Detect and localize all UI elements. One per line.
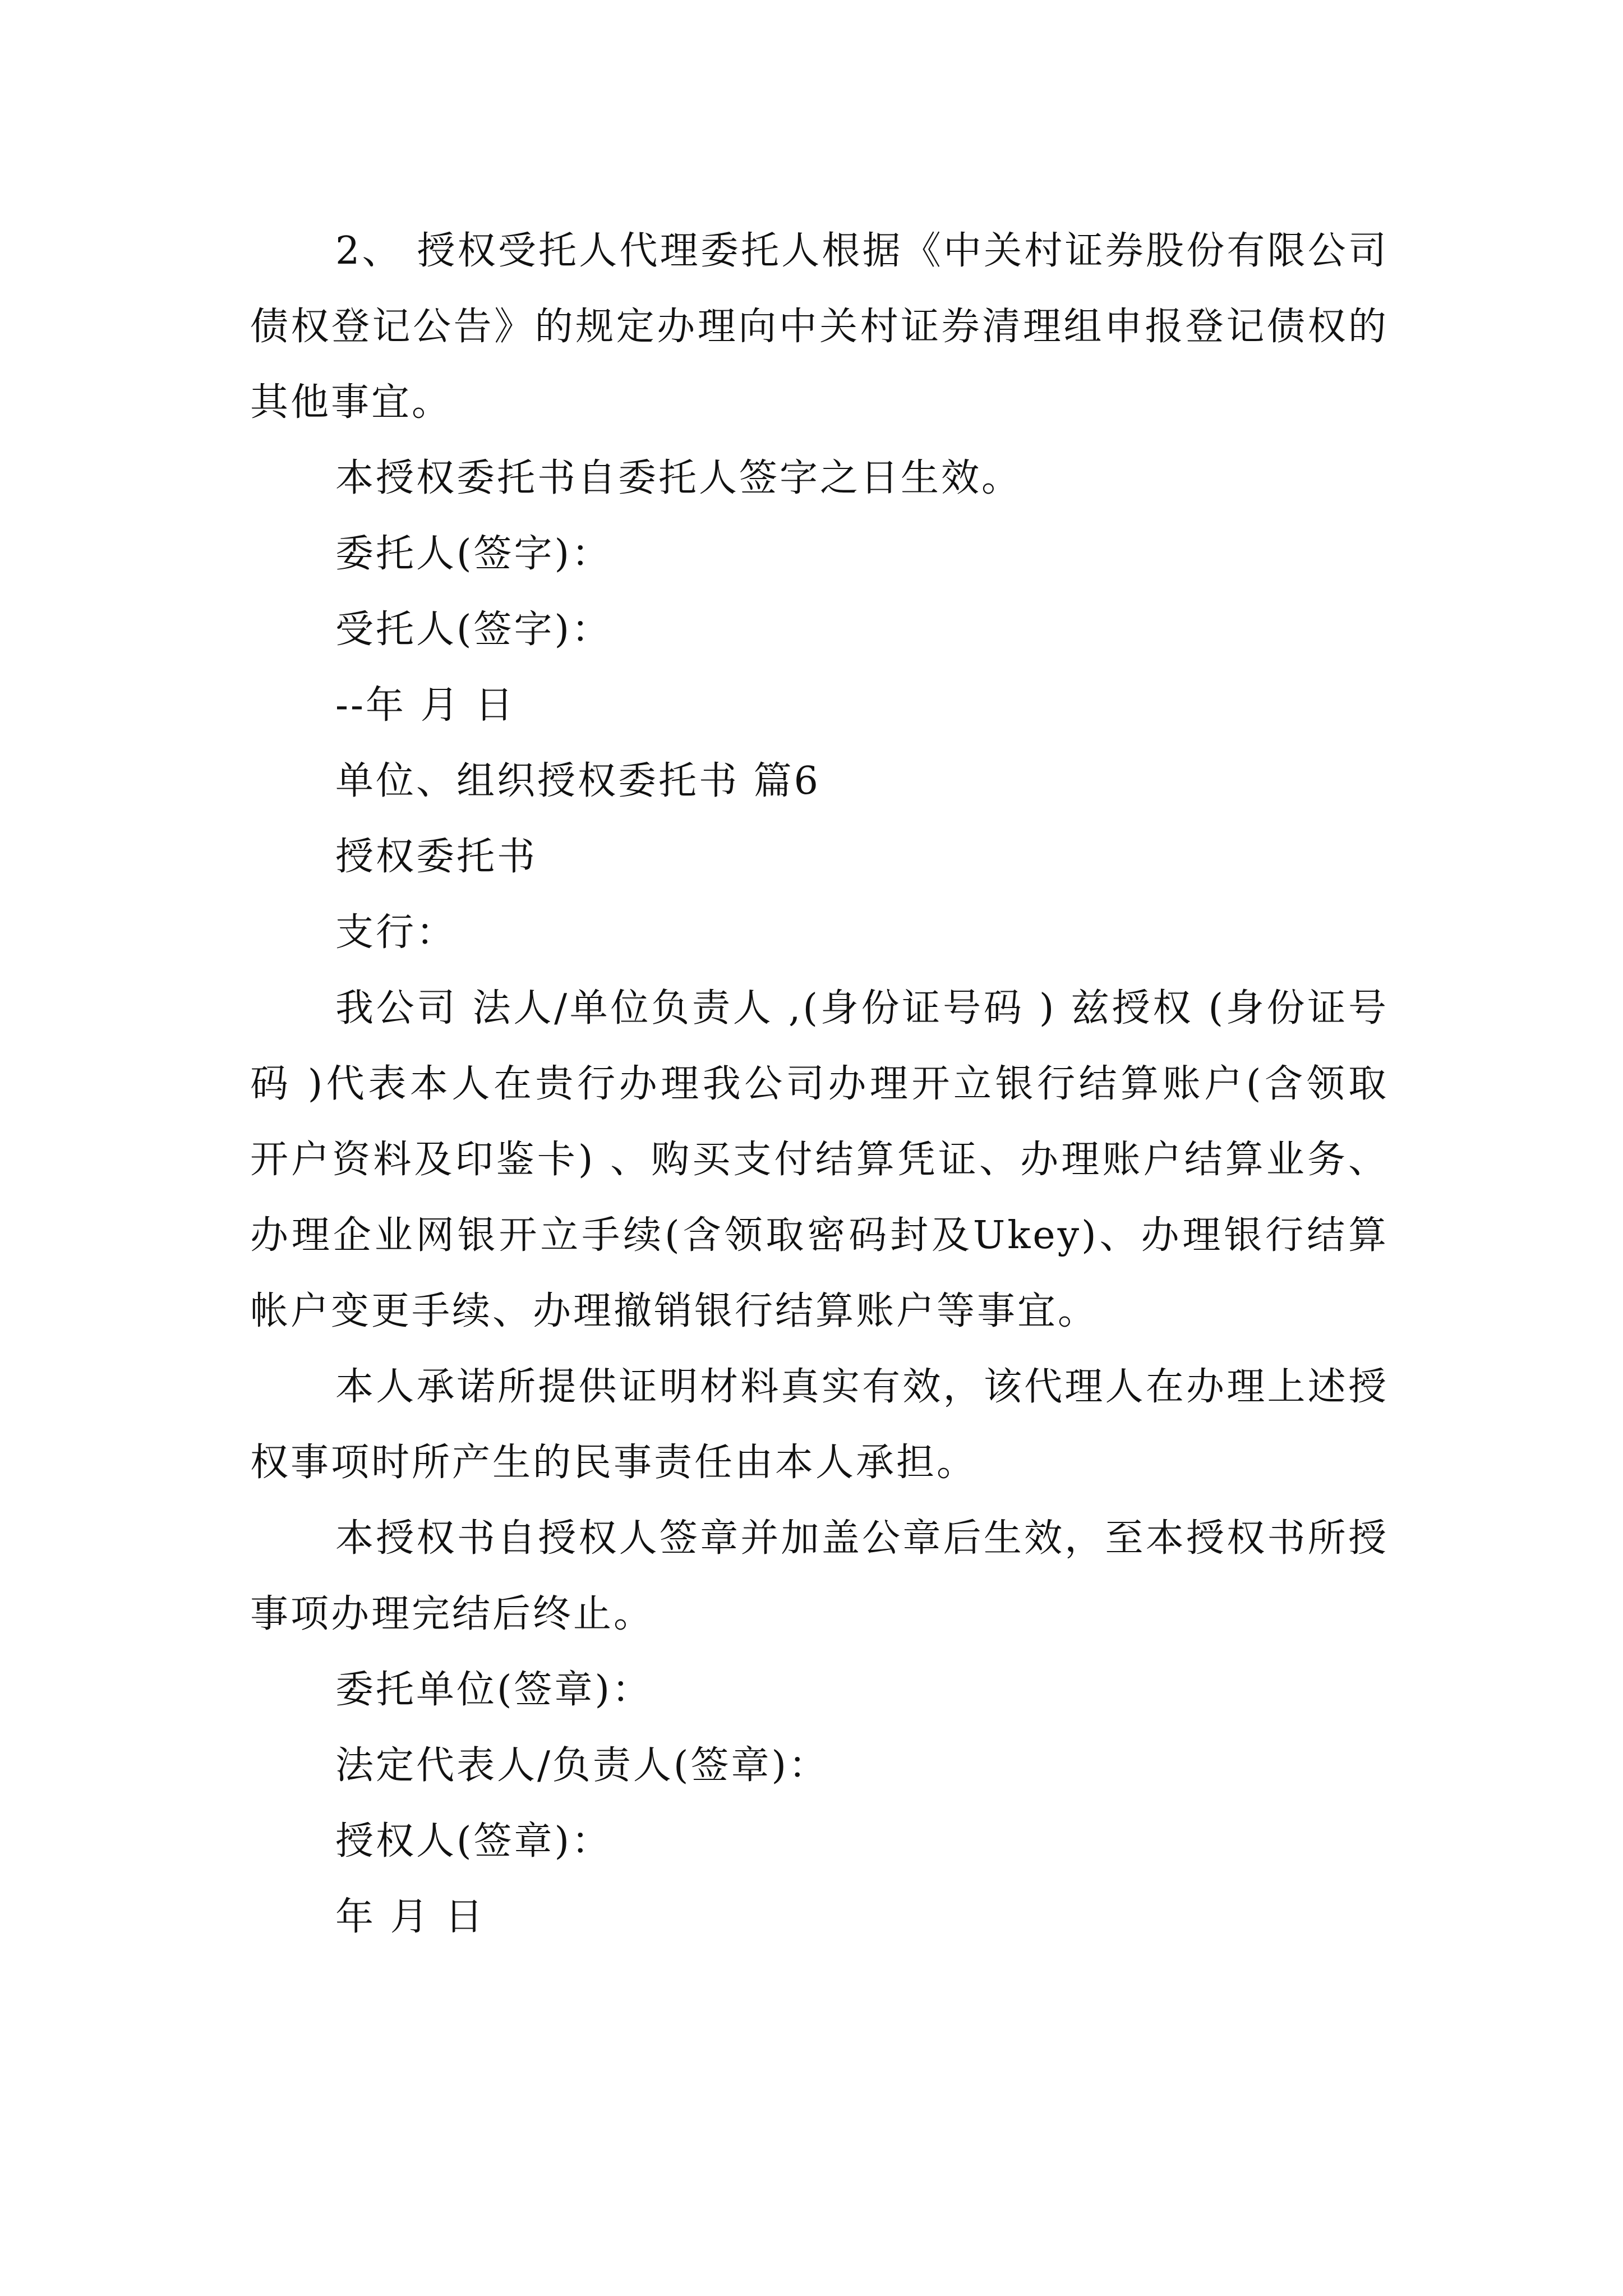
paragraph-commitment: 本人承诺所提供证明材料真实有效，该代理人在办理上述授权事项时所产生的民事责任由本人承担。 [250, 1365, 1389, 1485]
final-date-line: 年 月 日 [335, 1895, 486, 1939]
authorizer-signature-line: 授权人(签章)： [335, 1819, 612, 1864]
section-heading: 单位、组织授权委托书 篇6 [335, 759, 820, 803]
paragraph-authorization-scope: 我公司 法人/单位负责人 ,(身份证号码 ) 兹授权 (身份证号码 )代表本人在贵行办理我公司办理开立银行结算账户(含领取开户资料及印鉴卡) 、购买支付结算凭证、办理账户结算业务、办理企业网银开立手续(含领取密码封及Ukey)、办理银行结算帐户变更手续、办理撤销银行结算账户等事宜。 [250, 986, 1389, 1333]
addressee-line: 支行： [335, 910, 457, 955]
legal-representative-signature-line: 法定代表人/负责人(签章)： [335, 1743, 829, 1788]
date-line: --年 月 日 [335, 683, 516, 728]
client-signature-line: 委托人(签字)： [335, 532, 612, 576]
agent-signature-line: 受托人(签字)： [335, 608, 612, 652]
document-body [250, 213, 1389, 1955]
paragraph-effective-date: 本授权委托书自委托人签字之日生效。 [335, 456, 1022, 500]
paragraph-authorization-item-2: 2、 授权受托人代理委托人根据《中关村证券股份有限公司债权登记公告》的规定办理向中关村证券清理组申报登记债权的其他事宜。 [250, 229, 1389, 425]
entrusting-unit-signature-line: 委托单位(签章)： [335, 1668, 653, 1712]
document-title: 授权委托书 [335, 835, 538, 879]
paragraph-validity: 本授权书自授权人签章并加盖公章后生效，至本授权书所授事项办理完结后终止。 [250, 1516, 1389, 1636]
